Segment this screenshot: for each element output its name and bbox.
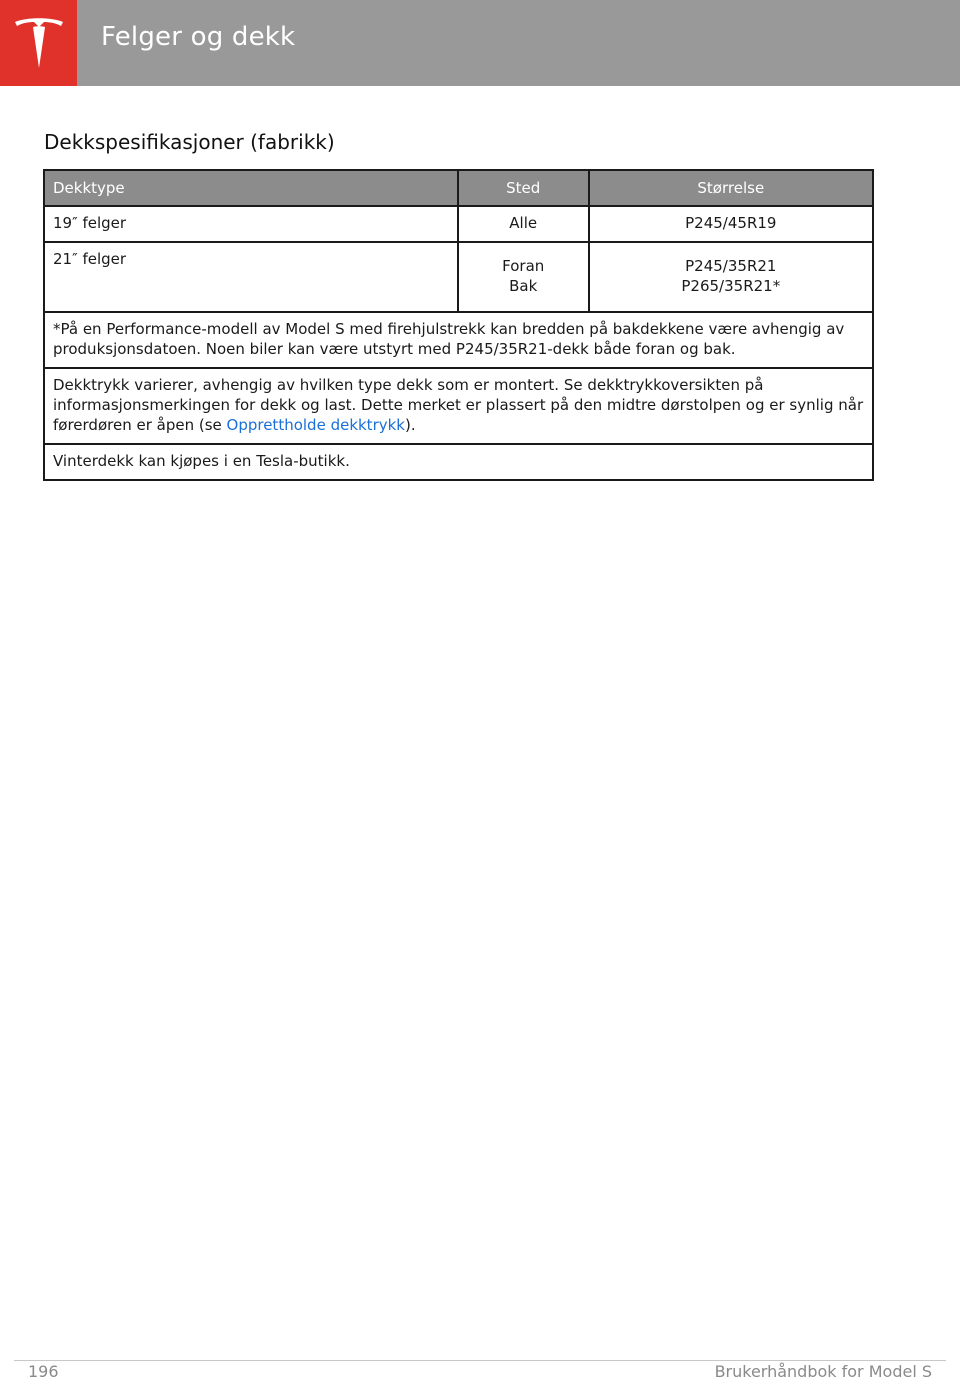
table-note-row [44,368,873,444]
footer-divider [14,1360,946,1361]
cell-size [589,242,873,312]
column-header-type: Dekktype [44,170,458,206]
column-header-size: Størrelse [589,170,873,206]
cell-place [458,206,589,242]
table-note-row [44,444,873,480]
section-heading: Dekkspesifikasjoner (fabrikk) [44,130,335,154]
note-tire-pressure [44,368,873,444]
place-value: Bak [509,277,538,295]
tire-pressure-link[interactable]: Opprettholde dekktrykk [226,416,405,434]
tesla-logo [0,0,77,86]
note-tire-pressure-text: Dekktrykk varierer, avhengig av hvilken type dekk som er montert. Se dekktrykkoversikten på informasjonsmerkingen for dekk og last. Dette merket er plassert på den midtre dørstolpen og er synlig når førerdøren er åpen (se [53,376,864,434]
page-title: Felger og dekk [101,22,296,52]
cell-place [458,242,589,312]
tire-spec-table [43,169,874,481]
table-row [44,242,873,312]
manual-name: Brukerhåndbok for Model S [714,1362,932,1381]
place-value: Foran [502,257,545,275]
note-performance: *På en Performance-modell av Model S med firehjulstrekk kan bredden på bakdekkene være avhengig av produksjonsdatoen. Noen biler kan være utstyrt med P245/35R21-dekk både foran og bak. [44,312,873,368]
table-row [44,206,873,242]
page-header [0,0,960,86]
note-winter-tires: Vinterdekk kan kjøpes i en Tesla-butikk. [44,444,873,480]
tesla-logo-icon [12,14,66,72]
table-header-row [44,170,873,206]
size-value: P245/35R21 [685,257,777,275]
table-note-row [44,312,873,368]
size-value: P265/35R21* [681,277,781,295]
note-tire-pressure-end: ). [405,416,416,434]
cell-tire-type: 19″ felger [44,206,458,242]
place-value: Alle [509,214,538,232]
cell-tire-type: 21″ felger [44,242,458,312]
page-number: 196 [28,1362,59,1381]
size-value: P245/45R19 [685,214,777,232]
cell-size [589,206,873,242]
column-header-place: Sted [458,170,589,206]
